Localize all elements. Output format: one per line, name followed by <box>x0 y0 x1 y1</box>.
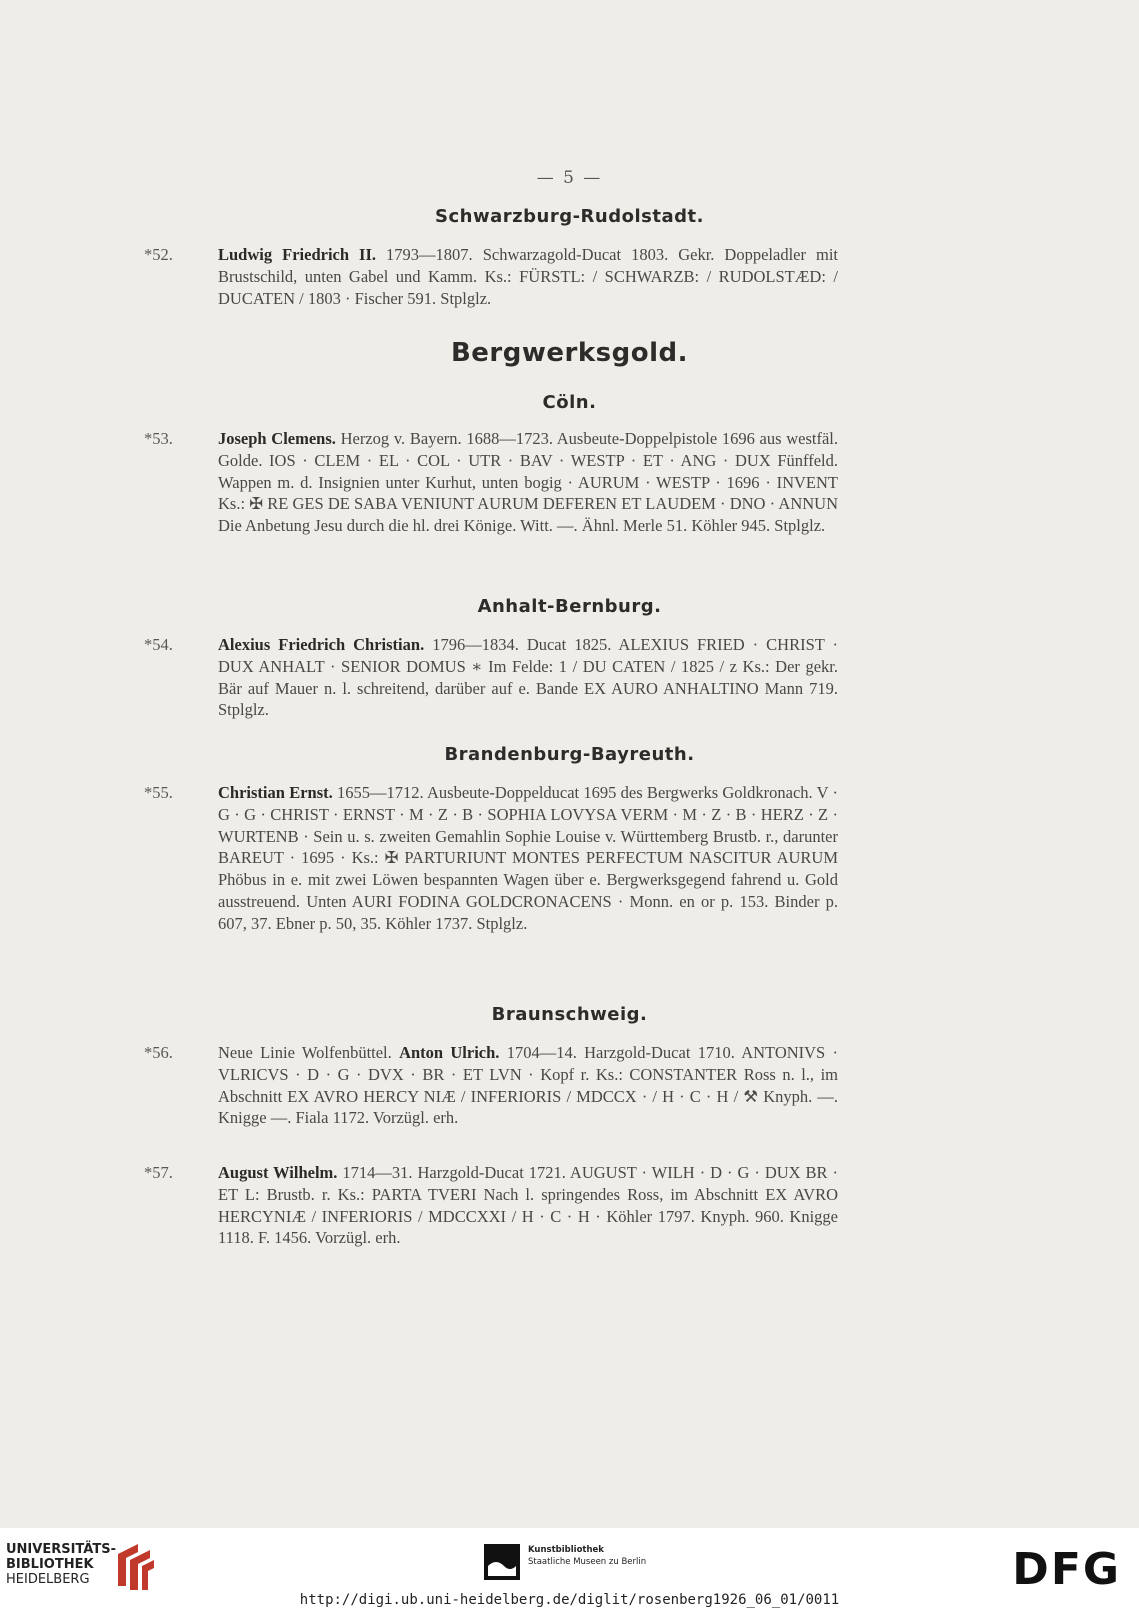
section-heading-schwarzburg: Schwarzburg-Rudolstadt. <box>435 206 704 227</box>
kunstbibliothek-logo-icon <box>484 1544 520 1580</box>
uni-line-2: BIBLIOTHEK <box>6 1557 94 1572</box>
dfg-logo: DFG <box>1012 1544 1121 1595</box>
entry-number: *55. <box>144 783 173 802</box>
university-logo-icon <box>112 1538 158 1592</box>
entry-ruler-name: Christian Ernst. <box>218 783 333 802</box>
entry-number: *53. <box>144 429 173 448</box>
entry-ruler-name: Joseph Clemens. <box>218 429 336 448</box>
section-heading-brandenburg: Brandenburg-Bayreuth. <box>444 744 695 765</box>
digitization-footer <box>0 1528 1139 1610</box>
entry-52 <box>144 244 839 309</box>
section-heading-coeln: Cöln. <box>542 392 597 413</box>
entry-number: *56. <box>144 1043 173 1062</box>
entry-55 <box>144 782 839 935</box>
entry-54 <box>144 634 839 721</box>
university-library-name <box>6 1542 116 1587</box>
entry-ruler-name: Alexius Friedrich Christian. <box>218 635 425 654</box>
kb-line-1: Kunstbibliothek <box>528 1545 604 1555</box>
entry-57 <box>144 1162 839 1249</box>
section-heading-anhalt: Anhalt-Bernburg. <box>477 596 662 617</box>
entry-description: 1704—14. Harzgold-Ducat 1710. ANTONIVS · VLRICVS · D · G · DVX · BR · ET LVN · Kopf r. Ks.: CONSTANTER Ross n. l., im Abschnitt EX AVRO HERCY NIÆ / INFERIORIS / MDCCX · / H · C · H / ⚒ Knyph. —. Knigge —. Fiala 1172. Vorzügl. erh. <box>218 1043 839 1128</box>
page-number: — 5 — <box>536 168 603 188</box>
entry-description: 1655—1712. Ausbeute-Doppelducat 1695 des Bergwerks Goldkronach. V · G · G · CHRIST · ERNST · M · Z · B · SOPHIA LOVYSA VERM · M · Z · B · HERZ · Z · WURTENB · Sein u. s. zweiten Gemahlin Sophie Louise v. Württemberg Brustb. r., darunter BAREUT · 1695 · Ks.: ✠ PARTURIUNT MONTES PERFECTUM NASCITUR AURUM Phöbus in e. mit zwei Löwen bespannten Wagen über e. Bergwerksgegend fahrend u. Gold ausstreuend. Unten AURI FODINA GOLDCRONACENS · Monn. en or p. 153. Binder p. 607, 37. Ebner p. 50, 35. Köhler 1737. Stplglz. <box>218 783 839 933</box>
entry-description: 1796—1834. Ducat 1825. ALEXIUS FRIED · CHRIST · DUX ANHALT · SENIOR DOMUS ∗ Im Felde: 1 / DU CATEN / 1825 / z Ks.: Der gekr. Bär auf Mauer n. l. schreitend, darüber auf e. Bande EX AURO ANHALTINO Mann 719. Stplglz. <box>218 635 839 720</box>
entry-number: *52. <box>144 245 173 264</box>
entry-ruler-name: Ludwig Friedrich II. <box>218 245 377 264</box>
uni-line-3: HEIDELBERG <box>6 1572 90 1587</box>
entry-number: *54. <box>144 635 173 654</box>
entry-line-prefix: Neue Linie Wolfenbüttel. <box>218 1043 392 1062</box>
entry-56 <box>144 1042 839 1129</box>
entry-description: 1714—31. Harzgold-Ducat 1721. AUGUST · WILH · D · G · DUX BR · ET L: Brustb. r. Ks.: PARTA TVERI Nach l. springendes Ross, im Abschnitt EX AVRO HERCYNIÆ / INFERIORIS / MDCCXXI / H · C · H · Köhler 1797. Knyph. 960. Knigge 1118. F. 1456. Vorzügl. erh. <box>218 1163 839 1248</box>
section-heading-bergwerksgold: Bergwerksgold. <box>450 338 688 368</box>
entry-number: *57. <box>144 1163 173 1182</box>
section-heading-braunschweig: Braunschweig. <box>491 1004 648 1025</box>
entry-description: Herzog v. Bayern. 1688—1723. Ausbeute-Doppelpistole 1696 aus westfäl. Golde. IOS · CLEM · EL · COL · UTR · BAV · WESTP · ET · ANG · DUX Fünffeld. Wappen m. d. Insignien unter Kurhut, unten bogig · AURUM · WESTP · 1696 · INVENT Ks.: ✠ RE GES DE SABA VENIUNT AURUM DEFEREN ET LAUDEM · DNO · ANNUN Die Anbetung Jesu durch die hl. drei Könige. Witt. —. Ähnl. Merle 51. Köhler 945. Stplglz. <box>218 429 839 536</box>
entry-53 <box>144 428 839 537</box>
entry-ruler-name: Anton Ulrich. <box>399 1043 500 1062</box>
permalink-url[interactable]: http://digi.ub.uni-heidelberg.de/diglit/rosenberg1926_06_01/0011 <box>299 1592 840 1608</box>
entry-ruler-name: August Wilhelm. <box>218 1163 338 1182</box>
kunstbibliothek-name <box>528 1544 646 1568</box>
kb-line-2: Staatliche Museen zu Berlin <box>528 1557 647 1567</box>
entry-description: 1793—1807. Schwarzagold-Ducat 1803. Gekr. Doppeladler mit Brustschild, unten Gabel und Kamm. Ks.: FÜRSTL: / SCHWARZB: / RUDOLSTÆD: / DUCATEN / 1803 · Fischer 591. Stplglz. <box>218 245 839 308</box>
uni-line-1: UNIVERSITÄTS- <box>6 1542 116 1557</box>
